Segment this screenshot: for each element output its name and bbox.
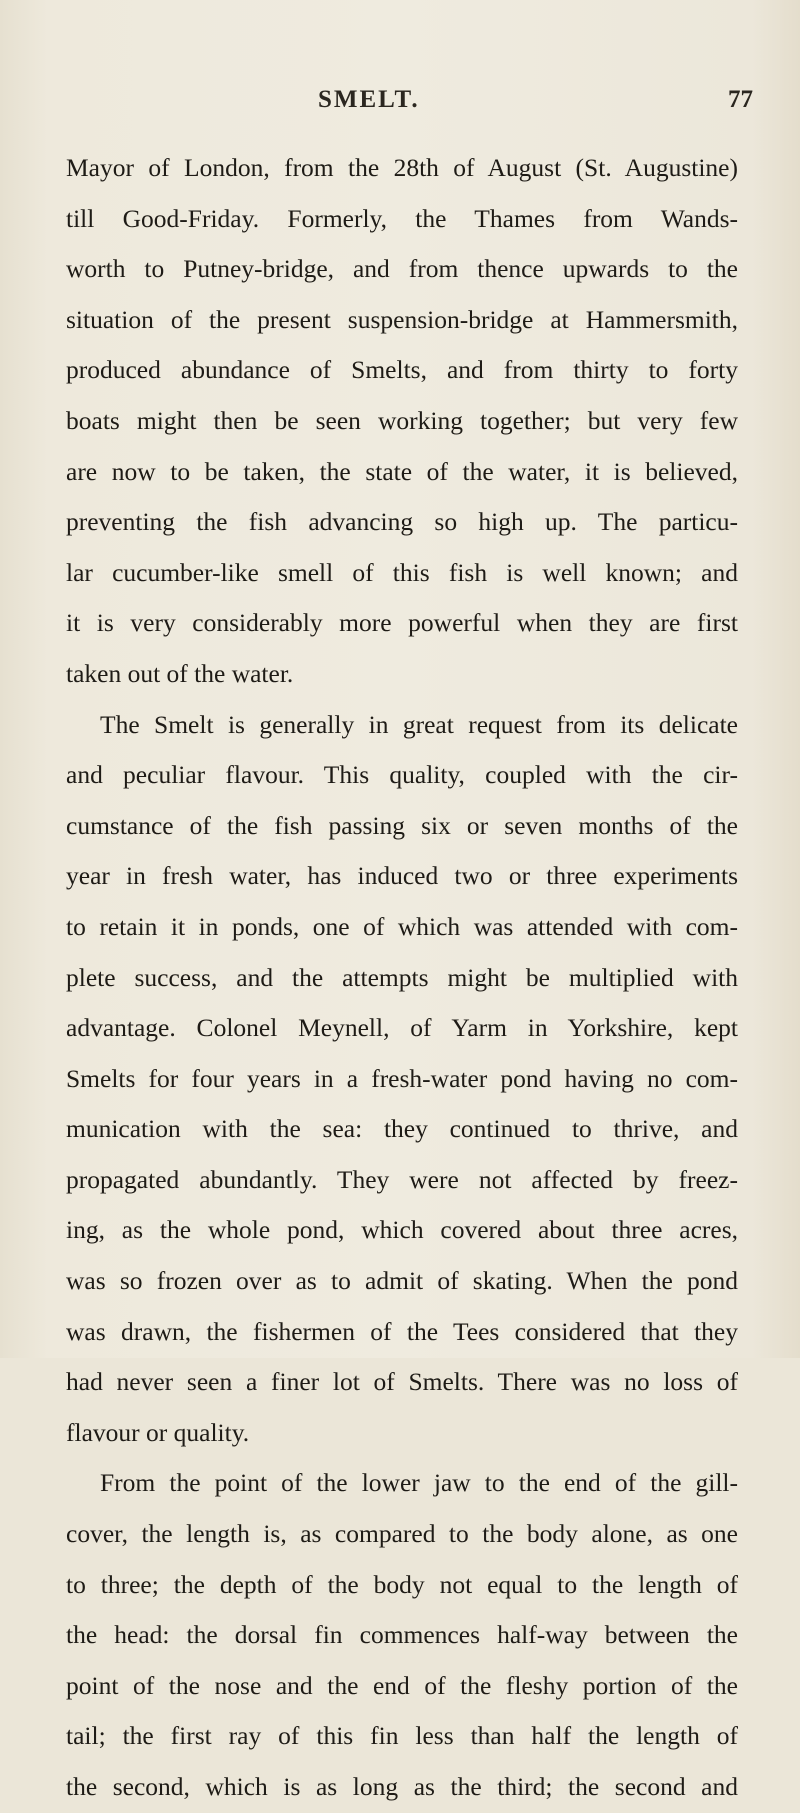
text-line: advantage. Colonel Meynell, of Yarm in Yorkshire, kept	[66, 1013, 738, 1043]
text-line: cover, the length is, as compared to the body alone, as one	[66, 1519, 738, 1549]
text-line: tail; the first ray of this fin less than half the length of	[66, 1721, 738, 1751]
paragraph-start-line: From the point of the lower jaw to the end of the gill-	[100, 1468, 738, 1498]
text-line: had never seen a finer lot of Smelts. There was no loss of	[66, 1367, 738, 1397]
text-line: was drawn, the fishermen of the Tees considered that they	[66, 1316, 738, 1346]
text-line: year in fresh water, has induced two or three experiments	[66, 861, 738, 891]
text-line: was so frozen over as to admit of skating. When the pond	[66, 1266, 738, 1296]
body-text	[66, 143, 738, 1813]
text-line: point of the nose and the end of the fleshy portion of the	[66, 1670, 738, 1700]
text-line: munication with the sea: they continued to thrive, and	[66, 1114, 738, 1144]
paragraph-start-line: The Smelt is generally in great request from its delicate	[100, 709, 738, 739]
text-line: cumstance of the fish passing six or seven months of the	[66, 810, 738, 840]
text-line: till Good-Friday. Formerly, the Thames from Wands-	[66, 203, 738, 233]
running-title: SMELT.	[318, 86, 420, 113]
text-line: boats might then be seen working together; but very few	[66, 405, 738, 435]
text-line: to retain it in ponds, one of which was attended with com-	[66, 911, 738, 941]
text-line: and peculiar flavour. This quality, coupled with the cir-	[66, 760, 738, 790]
text-line: Smelts for four years in a fresh-water pond having no com-	[66, 1063, 738, 1093]
text-line: produced abundance of Smelts, and from thirty to forty	[66, 355, 738, 385]
text-line: worth to Putney-bridge, and from thence upwards to the	[66, 254, 738, 284]
running-head	[0, 86, 800, 126]
text-line: situation of the present suspension-bridge at Hammersmith,	[66, 304, 738, 334]
page-number: 77	[728, 86, 753, 113]
text-line: preventing the fish advancing so high up. The particu-	[66, 507, 738, 537]
paragraph-end-line: taken out of the water.	[66, 658, 294, 688]
text-line: to three; the depth of the body not equal to the length of	[66, 1569, 738, 1599]
text-line: ing, as the whole pond, which covered about three acres,	[66, 1215, 738, 1245]
text-line: are now to be taken, the state of the water, it is believed,	[66, 456, 738, 486]
paragraph-end-line: flavour or quality.	[66, 1417, 250, 1447]
text-line: the second, which is as long as the third; the second and	[66, 1772, 738, 1801]
text-line: plete success, and the attempts might be multiplied with	[66, 962, 738, 992]
text-line: it is very considerably more powerful when they are first	[66, 608, 738, 638]
text-line: the head: the dorsal fin commences half-way between the	[66, 1620, 738, 1650]
text-line: lar cucumber-like smell of this fish is well known; and	[66, 557, 738, 587]
text-line: Mayor of London, from the 28th of August (St. Augustine)	[66, 153, 738, 182]
text-line: propagated abundantly. They were not affected by freez-	[66, 1164, 738, 1194]
